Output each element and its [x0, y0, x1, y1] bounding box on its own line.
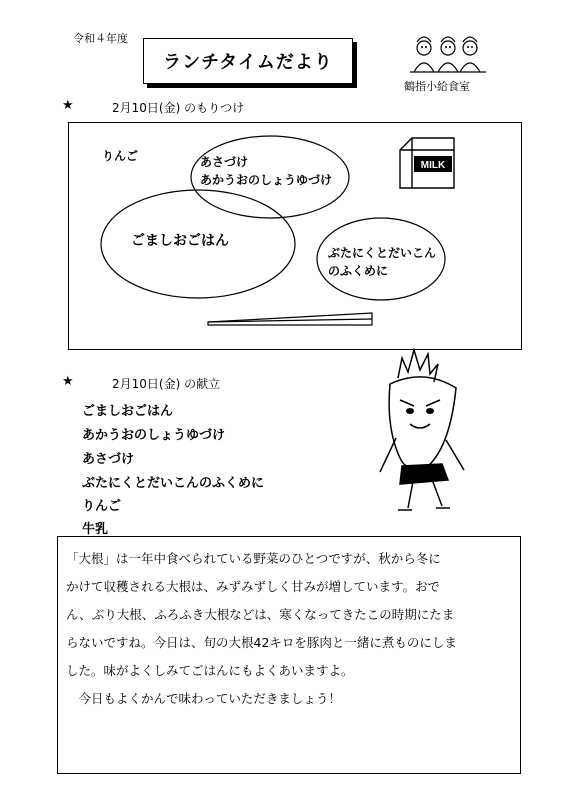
story-line: 今日もよくかんで味わっていただきましょう！ [66, 691, 341, 706]
menu-item: あさづけ [82, 452, 135, 467]
story-line: かけて収穫される大根は、みずみずしく甘みが増しています。おで [66, 579, 440, 594]
story-line: 「大根」は一年中食べられている野菜のひとつですが、秋から冬に [66, 551, 441, 566]
menu-item: りんご [82, 499, 122, 514]
milk-label: MILK [420, 160, 446, 171]
newsletter-title: ランチタイムだより [143, 38, 353, 84]
menu-item: あかうおのしょうゆづけ [82, 428, 226, 443]
story-line: した。味がよくしみてごはんにもよくあいますよ。 [66, 663, 354, 678]
fish-label: あかうおのしょうゆづけ [200, 173, 333, 187]
menu-item: ぶたにくとだいこんのふくめに [82, 476, 265, 491]
school-name: 鶴指小給食室 [404, 80, 470, 93]
rice-label: ごましおごはん [131, 233, 229, 249]
menu-heading: 2月10日(金) の献立 [112, 377, 221, 391]
apple-label: りんご [102, 149, 139, 163]
stew-label-line2: のふくめに [328, 264, 389, 278]
daikon-story-text [66, 545, 512, 713]
menu-item: ごましおごはん [82, 404, 174, 419]
menu-item: 牛乳 [82, 522, 109, 537]
star-bullet: ★ [62, 98, 74, 113]
star-bullet: ★ [62, 374, 74, 389]
milk-carton-icon [394, 134, 458, 194]
story-line: らないですね。今日は、旬の大根42キロを豚肉と一緒に煮ものにしま [66, 635, 457, 650]
pickles-label: あさづけ [200, 155, 249, 169]
chefs-illustration [408, 28, 488, 74]
plate-heading: 2月10日(金) のもりつけ [112, 101, 245, 115]
stew-label-line1: ぶたにくとだいこん [328, 246, 437, 260]
daikon-character-illustration [368, 348, 476, 520]
fiscal-year: 令和４年度 [73, 32, 128, 45]
story-line: ん、ぶり大根、ふろふき大根などは、寒くなってきたこの時期にたま [66, 607, 455, 622]
